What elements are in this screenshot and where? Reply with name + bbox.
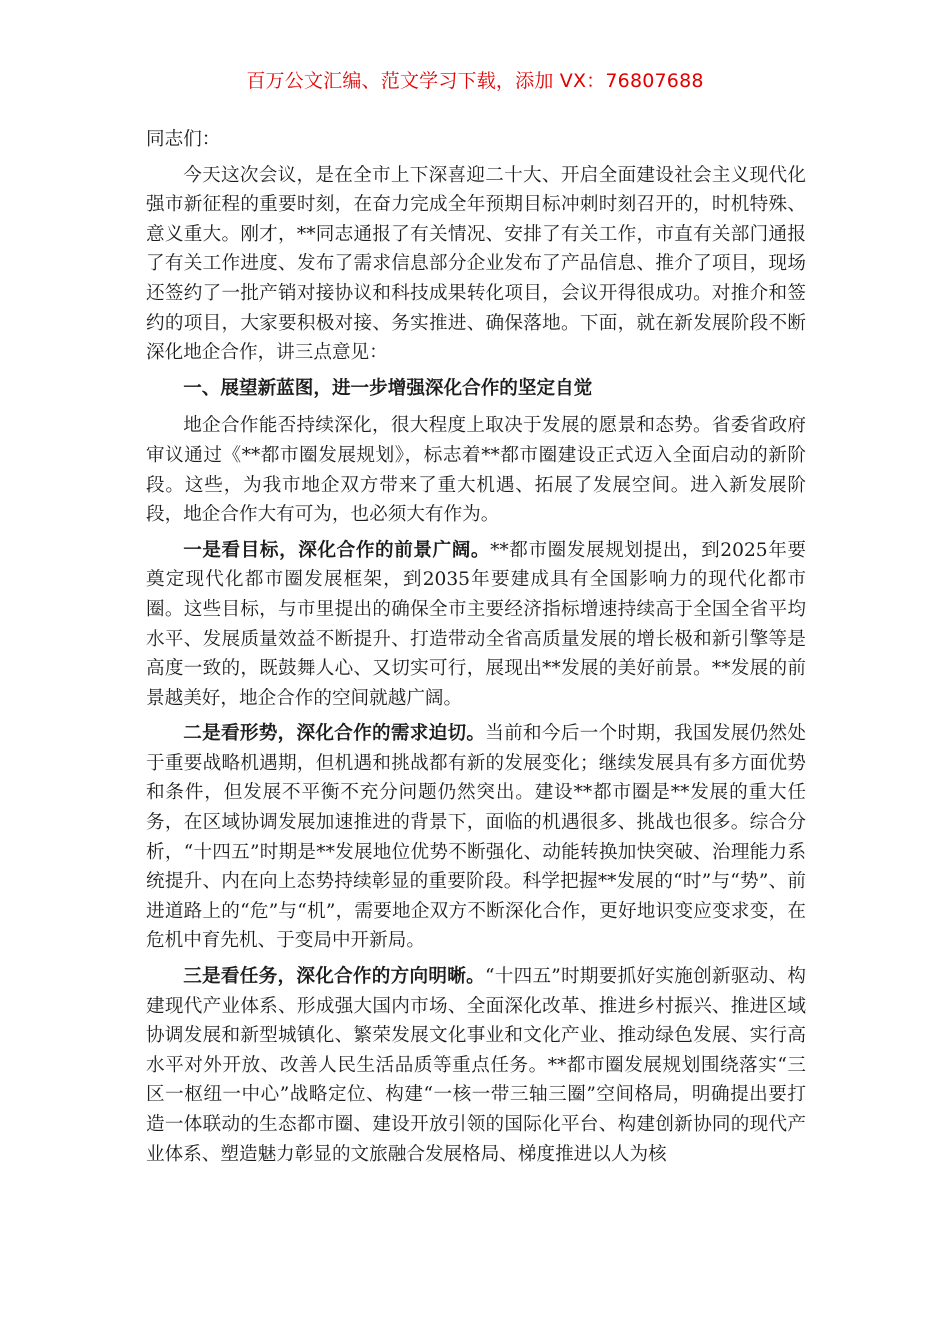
point-text-1: **都市圈发展规划提出，到2025年要奠定现代化都市圈发展框架，到2035年要建成具有全国影响力的现代化都市圈。这些目标，与市里提出的确保全市主要经济指标增速持续高于全国全省平均水平、发展质量效益不断提升、打造带动全省高质量发展的增长极和新引擎等是高度一致的，既鼓舞人心、又切实可行，展现出**发展的美好前景。**发展的前景越美好，地企合作的空间就越广阔。 <box>146 539 806 709</box>
download-banner: 百万公文汇编、范文学习下载，添加 VX：76807688 <box>246 70 704 92</box>
intro-paragraph: 今天这次会议，是在全市上下深喜迎二十大、开启全面建设社会主义现代化强市新征程的重要时刻，在奋力完成全年预期目标冲刺时刻召开的，时机特殊、意义重大。刚才，**同志通报了有关情况、安排了有关工作，市直有关部门通报了有关工作进度、发布了需求信息部分企业发布了产品信息、推介了项目，现场还签约了一批产销对接协议和科技成果转化项目，会议开得很成功。对推介和签约的项目，大家要积极对接、务实推进、确保落地。下面，就在新发展阶段不断深化地企合作，讲三点意见： <box>146 164 806 364</box>
point-paragraph-2 <box>146 719 806 956</box>
point-lead-3: 三是看任务，深化合作的方向明晰。 <box>183 966 485 988</box>
point-text-2: 当前和今后一个时期，我国发展仍然处于重要战略机遇期，但机遇和挑战都有新的发展变化；继续发展具有多方面优势和条件，但发展不平衡不充分问题仍然突出。建设**都市圈是**发展的重大任务，在区域协调发展加速推进的背景下，面临的机遇很多、挑战也很多。综合分析，“十四五”时期是**发展地位优势不断强化、动能转换加快突破、治理能力系统提升、内在向上态势持续彰显的重要阶段。科学把握**发展的“时”与“势”、前进道路上的“危”与“机”，需要地企双方不断深化合作，更好地识变应变求变，在危机中育先机、于变局中开新局。 <box>146 723 806 952</box>
section-paragraph: 地企合作能否持续深化，很大程度上取决于发展的愿景和态势。省委省政府审议通过《**都市圈发展规划》，标志着**都市圈建设正式迈入全面启动的新阶段。这些，为我市地企双方带来了重大机遇、拓展了发展空间。进入新发展阶段，地企合作大有可为，也必须大有作为。 <box>146 415 806 526</box>
document-body <box>146 125 806 1175</box>
point-lead-2: 二是看形势，深化合作的需求迫切。 <box>183 723 486 745</box>
point-paragraph-3 <box>146 962 806 1169</box>
point-text-3: “十四五”时期要抓好实施创新驱动、构建现代产业体系、形成强大国内市场、全面深化改革、推进乡村振兴、推进区域协调发展和新型城镇化、繁荣发展文化事业和文化产业、推动绿色发展、实行高水平对外开放、改善人民生活品质等重点任务。**都市圈发展规划围绕落实“三区一枢纽一中心”战略定位、构建“一核一带三轴三圈”空间格局，明确提出要打造一体联动的生态都市圈、建设开放引领的国际化平台、构建创新协同的现代产业体系、塑造魅力彰显的文旅融合发展格局、梯度推进以人为核 <box>146 966 806 1165</box>
point-paragraph-1 <box>146 536 806 714</box>
salutation: 同志们： <box>146 129 221 150</box>
section-heading: 一、展望新蓝图，进一步增强深化合作的坚定自觉 <box>183 377 593 399</box>
point-lead-1: 一是看目标，深化合作的前景广阔。 <box>183 539 491 561</box>
